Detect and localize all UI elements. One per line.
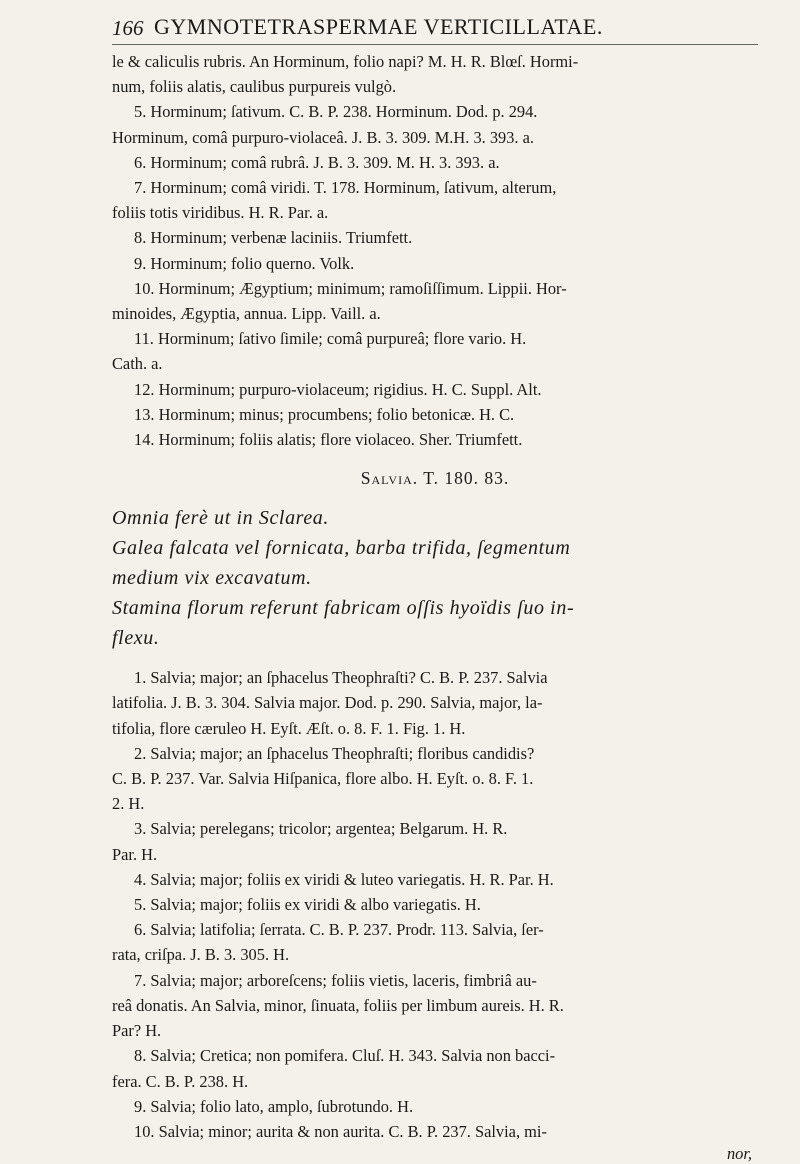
text-line: 9. Horminum; folio querno. Volk. <box>134 253 355 273</box>
text-line: 12. Horminum; purpuro-violaceum; rigidius. H. C. Suppl. Alt. <box>134 379 542 399</box>
genus-name: Salvia. <box>360 468 419 489</box>
genus-reference: T. 180. 83. <box>423 468 510 489</box>
text-line: 6. Salvia; latifolia; ſerrata. C. B. P. 237. Prodr. 113. Salvia, ſer- <box>134 920 544 940</box>
text-line: 9. Salvia; folio lato, amplo, ſubrotundo. H. <box>134 1096 414 1116</box>
page-header <box>112 14 758 45</box>
salvia-entries <box>112 665 758 1144</box>
horminum-entries <box>112 49 758 452</box>
text-line: 6. Horminum; comâ rubrâ. J. B. 3. 309. M. H. 3. 393. a. <box>134 152 500 172</box>
description-line: Omnia ferè ut in Sclarea. <box>112 507 330 530</box>
text-line: 1. Salvia; major; an ſphacelus Theophraſti? C. B. P. 237. Salvia <box>134 668 548 688</box>
text-line: C. B. P. 237. Var. Salvia Hiſpanica, flore albo. H. Eyſt. o. 8. F. 1. <box>112 769 534 789</box>
description-line: Stamina florum referunt fabricam oſſis hyoïdis ſuo in- <box>112 597 575 620</box>
text-line: 2. H. <box>112 794 145 814</box>
text-line: 2. Salvia; major; an ſphacelus Theophraſti; floribus candidis? <box>134 743 535 763</box>
description-line: Galea falcata vel fornicata, barba trifida, ſegmentum <box>112 537 571 560</box>
text-line: 5. Horminum; ſativum. C. B. P. 238. Horminum. Dod. p. 294. <box>134 102 538 122</box>
description-line: flexu. <box>112 627 160 650</box>
page-number: 166 <box>112 16 144 40</box>
text-line: 13. Horminum; minus; procumbens; folio betonicæ. H. C. <box>134 404 515 424</box>
genus-description <box>112 503 758 653</box>
text-line: 10. Horminum; Ægyptium; minimum; ramoſiſſimum. Lippii. Hor- <box>134 278 567 298</box>
text-line: 11. Horminum; ſativo ſimile; comâ purpureâ; flore vario. H. <box>134 329 527 349</box>
text-line: Par. H. <box>112 844 158 864</box>
text-line: 8. Horminum; verbenæ laciniis. Triumfett. <box>134 228 413 248</box>
text-line: fera. C. B. P. 238. H. <box>112 1071 249 1091</box>
text-line: tifolia, flore cæruleo H. Eyſt. Æſt. o. 8. F. 1. Fig. 1. H. <box>112 718 466 738</box>
text-line: 5. Salvia; major; foliis ex viridi & albo variegatis. H. <box>134 895 481 915</box>
description-line: medium vix excavatum. <box>112 567 312 590</box>
genus-heading <box>112 468 758 489</box>
text-line: Par? H. <box>112 1021 162 1041</box>
text-line: minoides, Ægyptia, annua. Lipp. Vaill. a. <box>112 304 381 324</box>
text-line: 7. Horminum; comâ viridi. T. 178. Horminum, ſativum, alterum, <box>134 178 557 198</box>
text-line: 8. Salvia; Cretica; non pomifera. Cluſ. H. 343. Salvia non bacci- <box>134 1046 556 1066</box>
text-line: Cath. a. <box>112 354 163 374</box>
text-line: rata, criſpa. J. B. 3. 305. H. <box>112 945 290 965</box>
text-line: 14. Horminum; foliis alatis; flore violaceo. Sher. Triumfett. <box>134 430 523 450</box>
text-line: reâ donatis. An Salvia, minor, ſinuata, foliis per limbum aureis. H. R. <box>112 995 564 1015</box>
text-line: 4. Salvia; major; foliis ex viridi & luteo variegatis. H. R. Par. H. <box>134 869 554 889</box>
text-line: foliis totis viridibus. H. R. Par. a. <box>112 203 329 223</box>
text-line: 10. Salvia; minor; aurita & non aurita. C. B. P. 237. Salvia, mi- <box>134 1121 547 1141</box>
text-line: num, foliis alatis, caulibus purpureis vulgò. <box>112 77 397 97</box>
text-line: 3. Salvia; perelegans; tricolor; argentea; Belgarum. H. R. <box>134 819 508 839</box>
running-title: GYMNOTETRASPERMAE VERTICILLATAE. <box>154 14 603 39</box>
text-line: Horminum, comâ purpuro-violaceâ. J. B. 3. 309. M.H. 3. 393. a. <box>112 127 534 147</box>
catchword: nor, <box>726 1144 752 1164</box>
text-line: latifolia. J. B. 3. 304. Salvia major. Dod. p. 290. Salvia, major, la- <box>112 693 543 713</box>
text-line: 7. Salvia; major; arboreſcens; foliis vietis, laceris, fimbriâ au- <box>134 970 537 990</box>
text-line: le & caliculis rubris. An Horminum, folio napi? M. H. R. Blœſ. Hormi- <box>112 52 579 71</box>
